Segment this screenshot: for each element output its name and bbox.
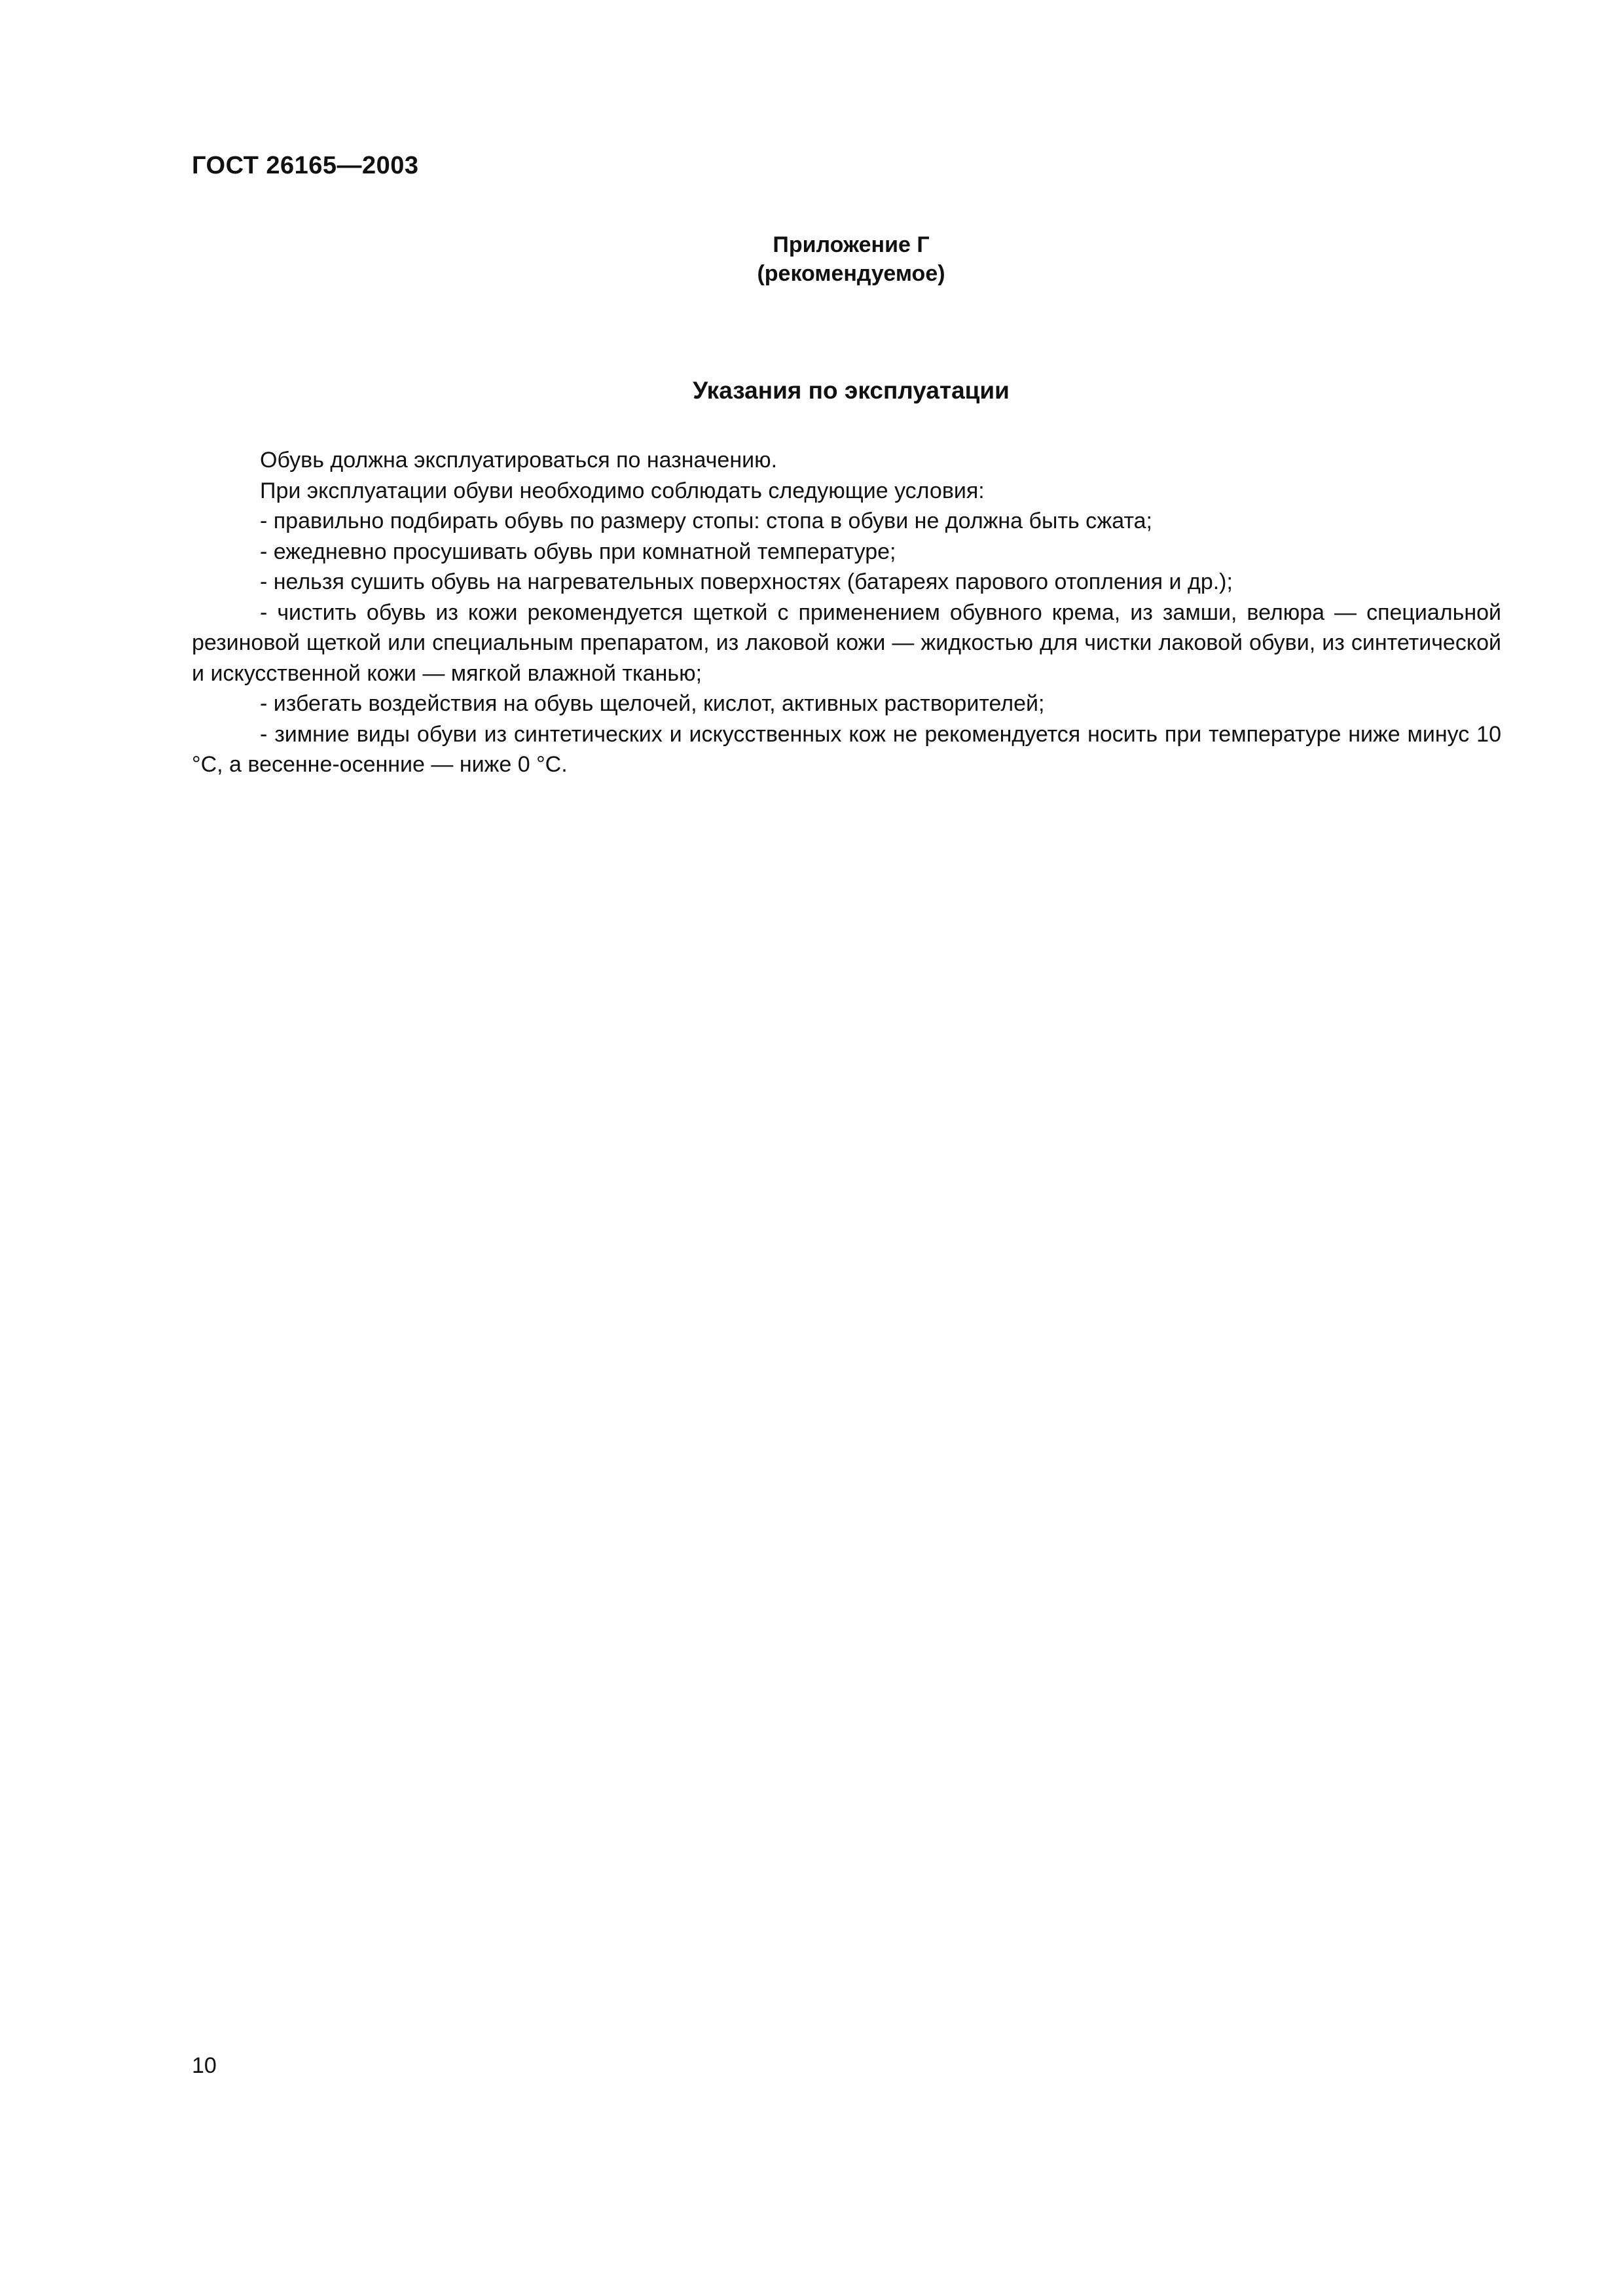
paragraph: При эксплуатации обуви необходимо соблюдать следующие условия:: [260, 478, 985, 503]
list-item: - нельзя сушить обувь на нагревательных поверхностях (батареях парового отопления и др.);: [260, 569, 1233, 594]
list-item: - избегать воздействия на обувь щелочей, кислот, активных растворителей;: [260, 691, 1045, 716]
appendix-heading: [655, 230, 1048, 288]
appendix-title: Приложение Г: [773, 232, 930, 257]
list-item: - правильно подбирать обувь по размеру стопы: стопа в обуви не должна быть сжата;: [260, 509, 1153, 533]
list-item: - чистить обувь из кожи рекомендуется щеткой с применением обувного крема, из замши, велюра — специальной резиновой щеткой или специальным препаратом, из лаковой кожи — жидкостью для чистки лаковой обуви, из синтетической и искусственной кожи — мягкой влажной тканью;: [192, 600, 1501, 686]
section-title: Указания по эксплуатации: [693, 377, 1010, 404]
list-item: - ежедневно просушивать обувь при комнатной температуре;: [260, 539, 896, 564]
list-item: - зимние виды обуви из синтетических и искусственных кож не рекомендуется носить при температуре ниже минус 10 °С, а весенне-осенние — ниже 0 °С.: [192, 721, 1501, 777]
body-text: [192, 445, 1501, 780]
standard-designation: ГОСТ 26165—2003: [192, 152, 419, 179]
appendix-status: (рекомендуемое): [757, 261, 945, 286]
paragraph: Обувь должна эксплуатироваться по назначению.: [260, 448, 778, 473]
page-number: 10: [192, 2053, 217, 2078]
